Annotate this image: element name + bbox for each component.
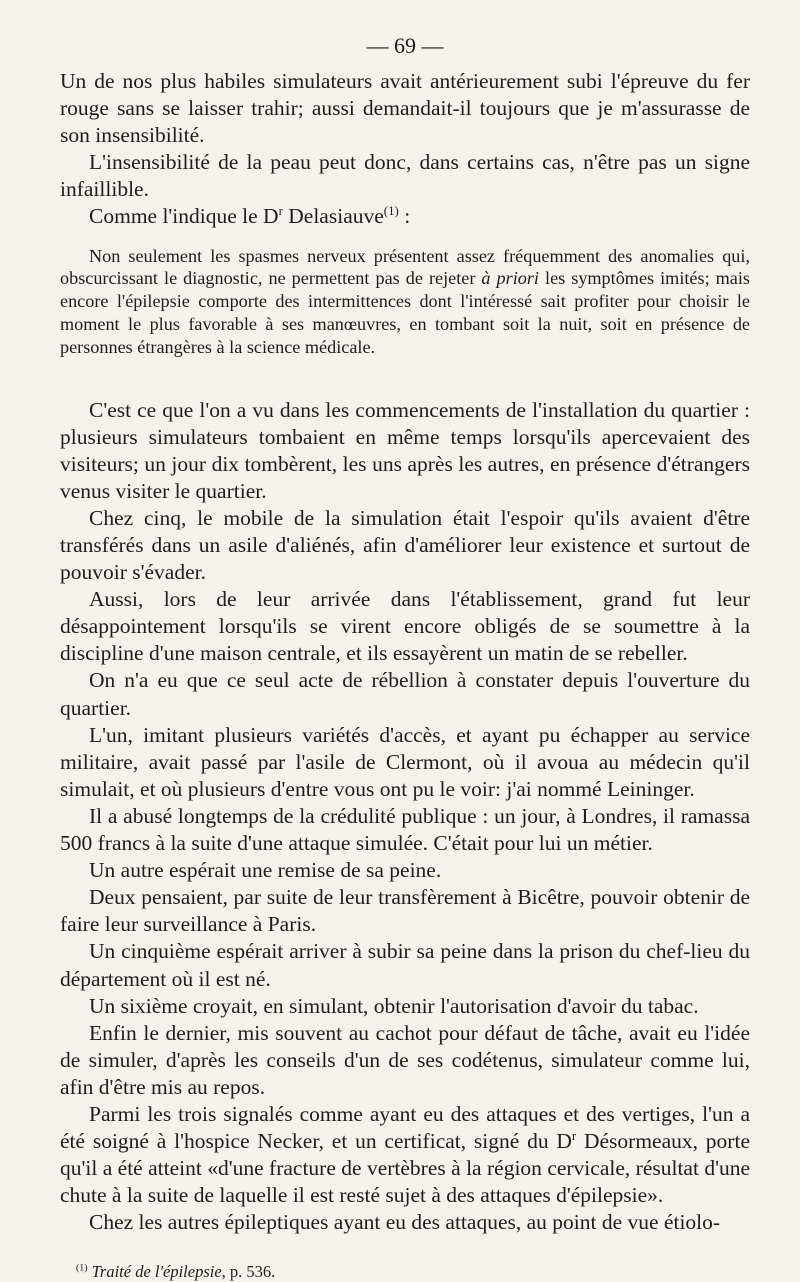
paragraph-bicetre: Deux pensaient, par suite de leur transfèrement à Bicêtre, pouvoir obtenir de faire leur surveillance à Paris. <box>60 885 750 937</box>
paragraph-dernier: Enfin le dernier, mis souvent au cachot pour défaut de tâche, avait eu l'idée de simuler, d'après les conseils d'un de ses codétenus, simulateur comme lui, afin d'être mis au repos. <box>60 1020 750 1099</box>
paragraph-delasiauve-intro <box>60 203 750 230</box>
author-name: Delasiauve <box>282 204 384 229</box>
intro-colon: : <box>398 204 411 229</box>
necker-text-a: Parmi les trois signalés comme ayant eu des attaques et des vertiges, l'un a été soigné à l'hospice Necker, et un certificat, signé du D <box>60 1101 750 1154</box>
paragraph-londres: Il a abusé longtemps de la crédulité publique : un jour, à Londres, il ramassa 500 francs à la suite d'une attaque simulée. C'était pour lui un métier. <box>60 803 750 856</box>
paragraph-simulator-fire-test: Un de nos plus habiles simulateurs avait antérieurement subi l'épreuve du fer rouge sans se laisser trahir; aussi demandait-il toujours que je m'assurasse de son insensibilité. <box>60 69 750 148</box>
paragraph-insensibility: L'insensibilité de la peau peut donc, dans certains cas, n'être pas un signe infaillible. <box>60 150 750 202</box>
block-quote <box>60 245 750 359</box>
paragraph-leininger: L'un, imitant plusieurs variétés d'accès, et ayant pu échapper au service militaire, avait passé par l'asile de Clermont, où il avoua au médecin qu'il simulait, et où plusieurs d'entre vous ont pu le voir: j'ai nommé Leininger. <box>60 722 750 801</box>
paragraph-cinquieme: Un cinquième espérait arriver à subir sa peine dans la prison du chef-lieu du département où il est né. <box>60 939 750 991</box>
section-spacer <box>60 359 750 397</box>
paragraph-commencements: C'est ce que l'on a vu dans les commencements de l'installation du quartier : plusieurs simulateurs tombaient en même temps lorsqu'ils apercevaient des visiteurs; un jour dix tombèrent, les uns après les autres, en présence d'étrangers venus visiter le quartier. <box>60 397 750 503</box>
paragraph-chez-cinq: Chez cinq, le mobile de la simulation était l'espoir qu'ils avaient d'être transférés dans un asile d'aliénés, afin d'améliorer leur existence et surtout de pouvoir s'évader. <box>60 505 750 585</box>
doctor-abbrev-superscript-2: r <box>571 1128 577 1143</box>
footnote-page: , p. 536. <box>221 1262 276 1282</box>
intro-text: Comme l'indique le D <box>89 204 279 229</box>
necker-text-b: Désormeaux, porte qu'il a été atteint «d'une fracture de vertèbres à la région cervicale, résultat d'une chute à la suite de laquelle il est resté sujet à des attaques d'épilepsie». <box>60 1129 750 1208</box>
paragraph-aussi: Aussi, lors de leur arrivée dans l'établissement, grand fut leur désappointement lorsqu'ils se virent encore obligés de se soumettre à la discipline d'une maison centrale, et ils essayèrent un matin de se rebeller. <box>60 587 750 666</box>
footnote-marker: (1) <box>76 1262 88 1274</box>
page-number: — 69 — <box>366 33 444 58</box>
footnote-reference: (1) <box>383 204 399 219</box>
paragraph-rebellion: On n'a eu que ce seul acte de rébellion à constater depuis l'ouverture du quartier. <box>60 668 750 720</box>
quote-italic: à priori <box>481 268 539 289</box>
footnote <box>76 1262 750 1282</box>
doctor-abbrev-superscript: r <box>278 204 283 219</box>
paragraph-remise: Un autre espérait une remise de sa peine. <box>89 858 442 883</box>
paragraph-etiologie: Chez les autres épileptiques ayant eu des attaques, au point de vue étiolo- <box>89 1210 721 1235</box>
paragraph-necker <box>60 1101 750 1209</box>
quote-text-b: les symptômes imités; mais encore l'épilepsie comporte des intermittences dont l'intéressé sait profiter pour choisir le moment le plus favorable à ses manœuvres, en tombant soit la nuit, soit en présence de personnes étrangères à la science médicale. <box>60 268 751 357</box>
paragraph-sixieme: Un sixième croyait, en simulant, obtenir l'autorisation d'avoir du tabac. <box>89 993 699 1018</box>
footnote-title: Traité de l'épilepsie <box>91 1262 222 1282</box>
quote-text-a: Non seulement les spasmes nerveux présentent assez fréquemment des anomalies qui, obscurcissant le diagnostic, ne permettent pas de rejeter <box>60 245 750 289</box>
